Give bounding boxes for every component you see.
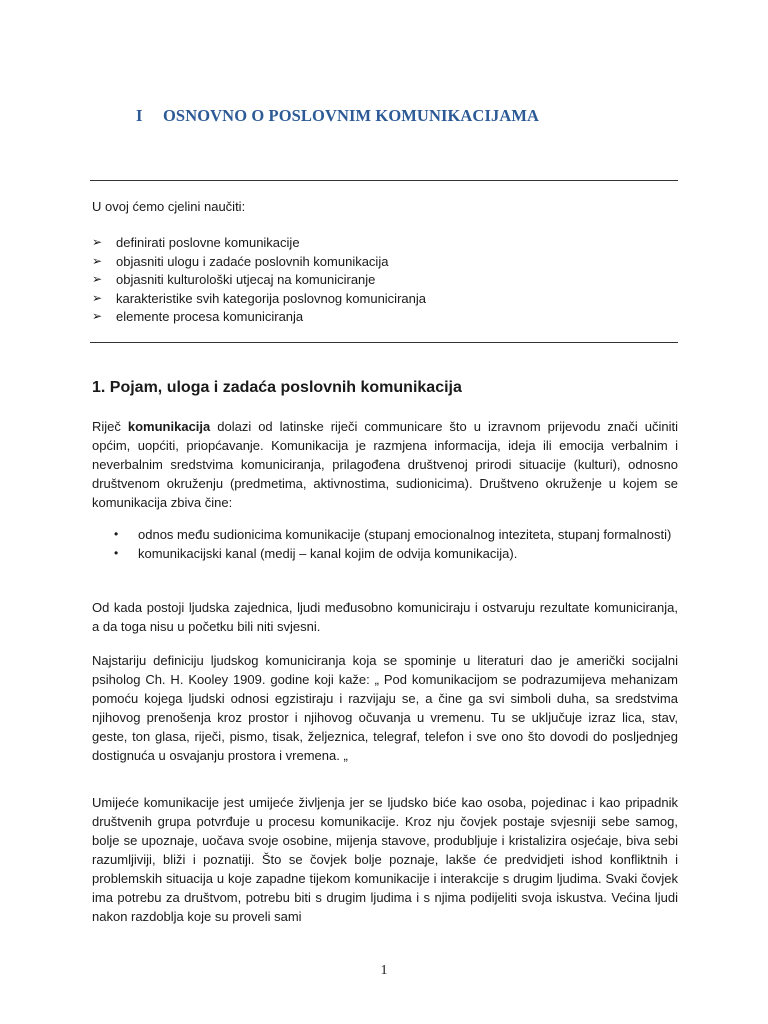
paragraph-art-of-communication: Umijeće komunikacije jest umijeće življenja jer se ljudsko biće kao osoba, pojedinac i kao pripadnik društvenih grupa potvrđuje u procesu komunikacije. Kroz nju čovjek postaje svjesniji sebe samog, bolje se upoznaje, uočava svoje osobine, mijenja stavove, produbljuje i kristalizira osjećaje, biva sebi razumljiviji, bliži i poznatiji. Što se čovjek bolje poznaje, lakše će predvidjeti ishod konfliktnih i problemskih situacija u koje zapadne tijekom komunikacije i interakcije s drugim ljudima. Svaki čovjek ima potrebu za društvom, potrebu biti s drugim ljudima i s njima podijeliti svoja iskustva. Većina ljudi nakon razdoblja koje su proveli sami [92,795,678,924]
chapter-number: I [136,106,143,125]
arrowhead-bullet-icon: ➢ [92,235,103,249]
paragraph-kooley-definition: Najstariju definiciju ljudskog komuniciranja koja se spominje u literaturi dao je američki socijalni psiholog Ch. H. Kooley 1909. godine koji kaže: „ Pod komunikacijom se podrazumijeva mehanizam pomoću kojega ljudski odnosi egzistiraju i razvijaju se, a čine ga svi simboli duha, sa sredstvima njihovog prenošenja kroz prostor i njihovog očuvanja u vremenu. Tu se uključuje izraz lica, stav, geste, ton glasa, riječi, pismo, tisak, željeznica, telegraf, telefon i sve ono što dovodi do posljednjeg dostignuća u osvajanju prostora i vremena. „ [92,653,678,763]
page-number: 1 [380,963,388,978]
objective-item: ➢ definirati poslovne komunikacije [92,235,300,250]
arrowhead-bullet-icon: ➢ [92,309,103,323]
objective-item: ➢ objasniti ulogu i zadaće poslovnih komunikacija [92,253,389,269]
list-item: • odnos među sudionicima komunikacije (stupanj emocionalnog inteziteta, stupanj formalnosti) [114,527,672,542]
objectives-top-rule [90,180,678,181]
objectives-list [92,235,426,328]
filled-dot-bullet-icon: • [114,527,119,541]
list-item: • komunikacijski kanal (medij – kanal kojim de odvija komunikacija). [114,546,518,561]
chapter-title-text: OSNOVNO O POSLOVNIM KOMUNIKACIJAMA [163,106,540,125]
paragraph-communication-definition: Riječ komunikacija dolazi od latinske riječi communicare što u izravnom prijevodu znači učiniti općim, uopćiti, priopćavanje. Komunikacija je razmjena informacija, ideja ili emocija verbalnim i neverbalnim sredstvima komuniciranja, prilagođena društvenoj prirodi situacije (kulturi), odnosno društvenom okruženju (predmetima, aktivnostima, sudionicima). Društveno okruženje u kojem se komunikacija zbiva čine: [92,419,678,510]
arrowhead-bullet-icon: ➢ [92,290,103,305]
objective-item: ➢ karakteristike svih kategorija poslovnog komuniciranja [92,290,426,306]
bold-term: komunikacija [127,419,211,434]
paragraph-human-community: Od kada postoji ljudska zajednica, ljudi međusobno komuniciraju i ostvaruju rezultate komuniciranja, a da toga nisu u početku bili niti svjesni. [92,600,678,634]
filled-dot-bullet-icon: • [114,546,119,560]
section-heading: 1. Pojam, uloga i zadaća poslovnih komunikacija [92,379,462,396]
objectives-intro: U ovoj ćemo cjelini naučiti: [92,199,246,214]
arrowhead-bullet-icon: ➢ [92,253,103,268]
objective-item: ➢ objasniti kulturološki utjecaj na komuniciranje [92,272,376,287]
objective-item: ➢ elemente procesa komuniciranja [92,309,304,324]
chapter-title [136,106,539,126]
social-environment-list [112,525,672,563]
arrowhead-bullet-icon: ➢ [92,272,103,286]
objectives-bottom-rule [90,342,678,343]
